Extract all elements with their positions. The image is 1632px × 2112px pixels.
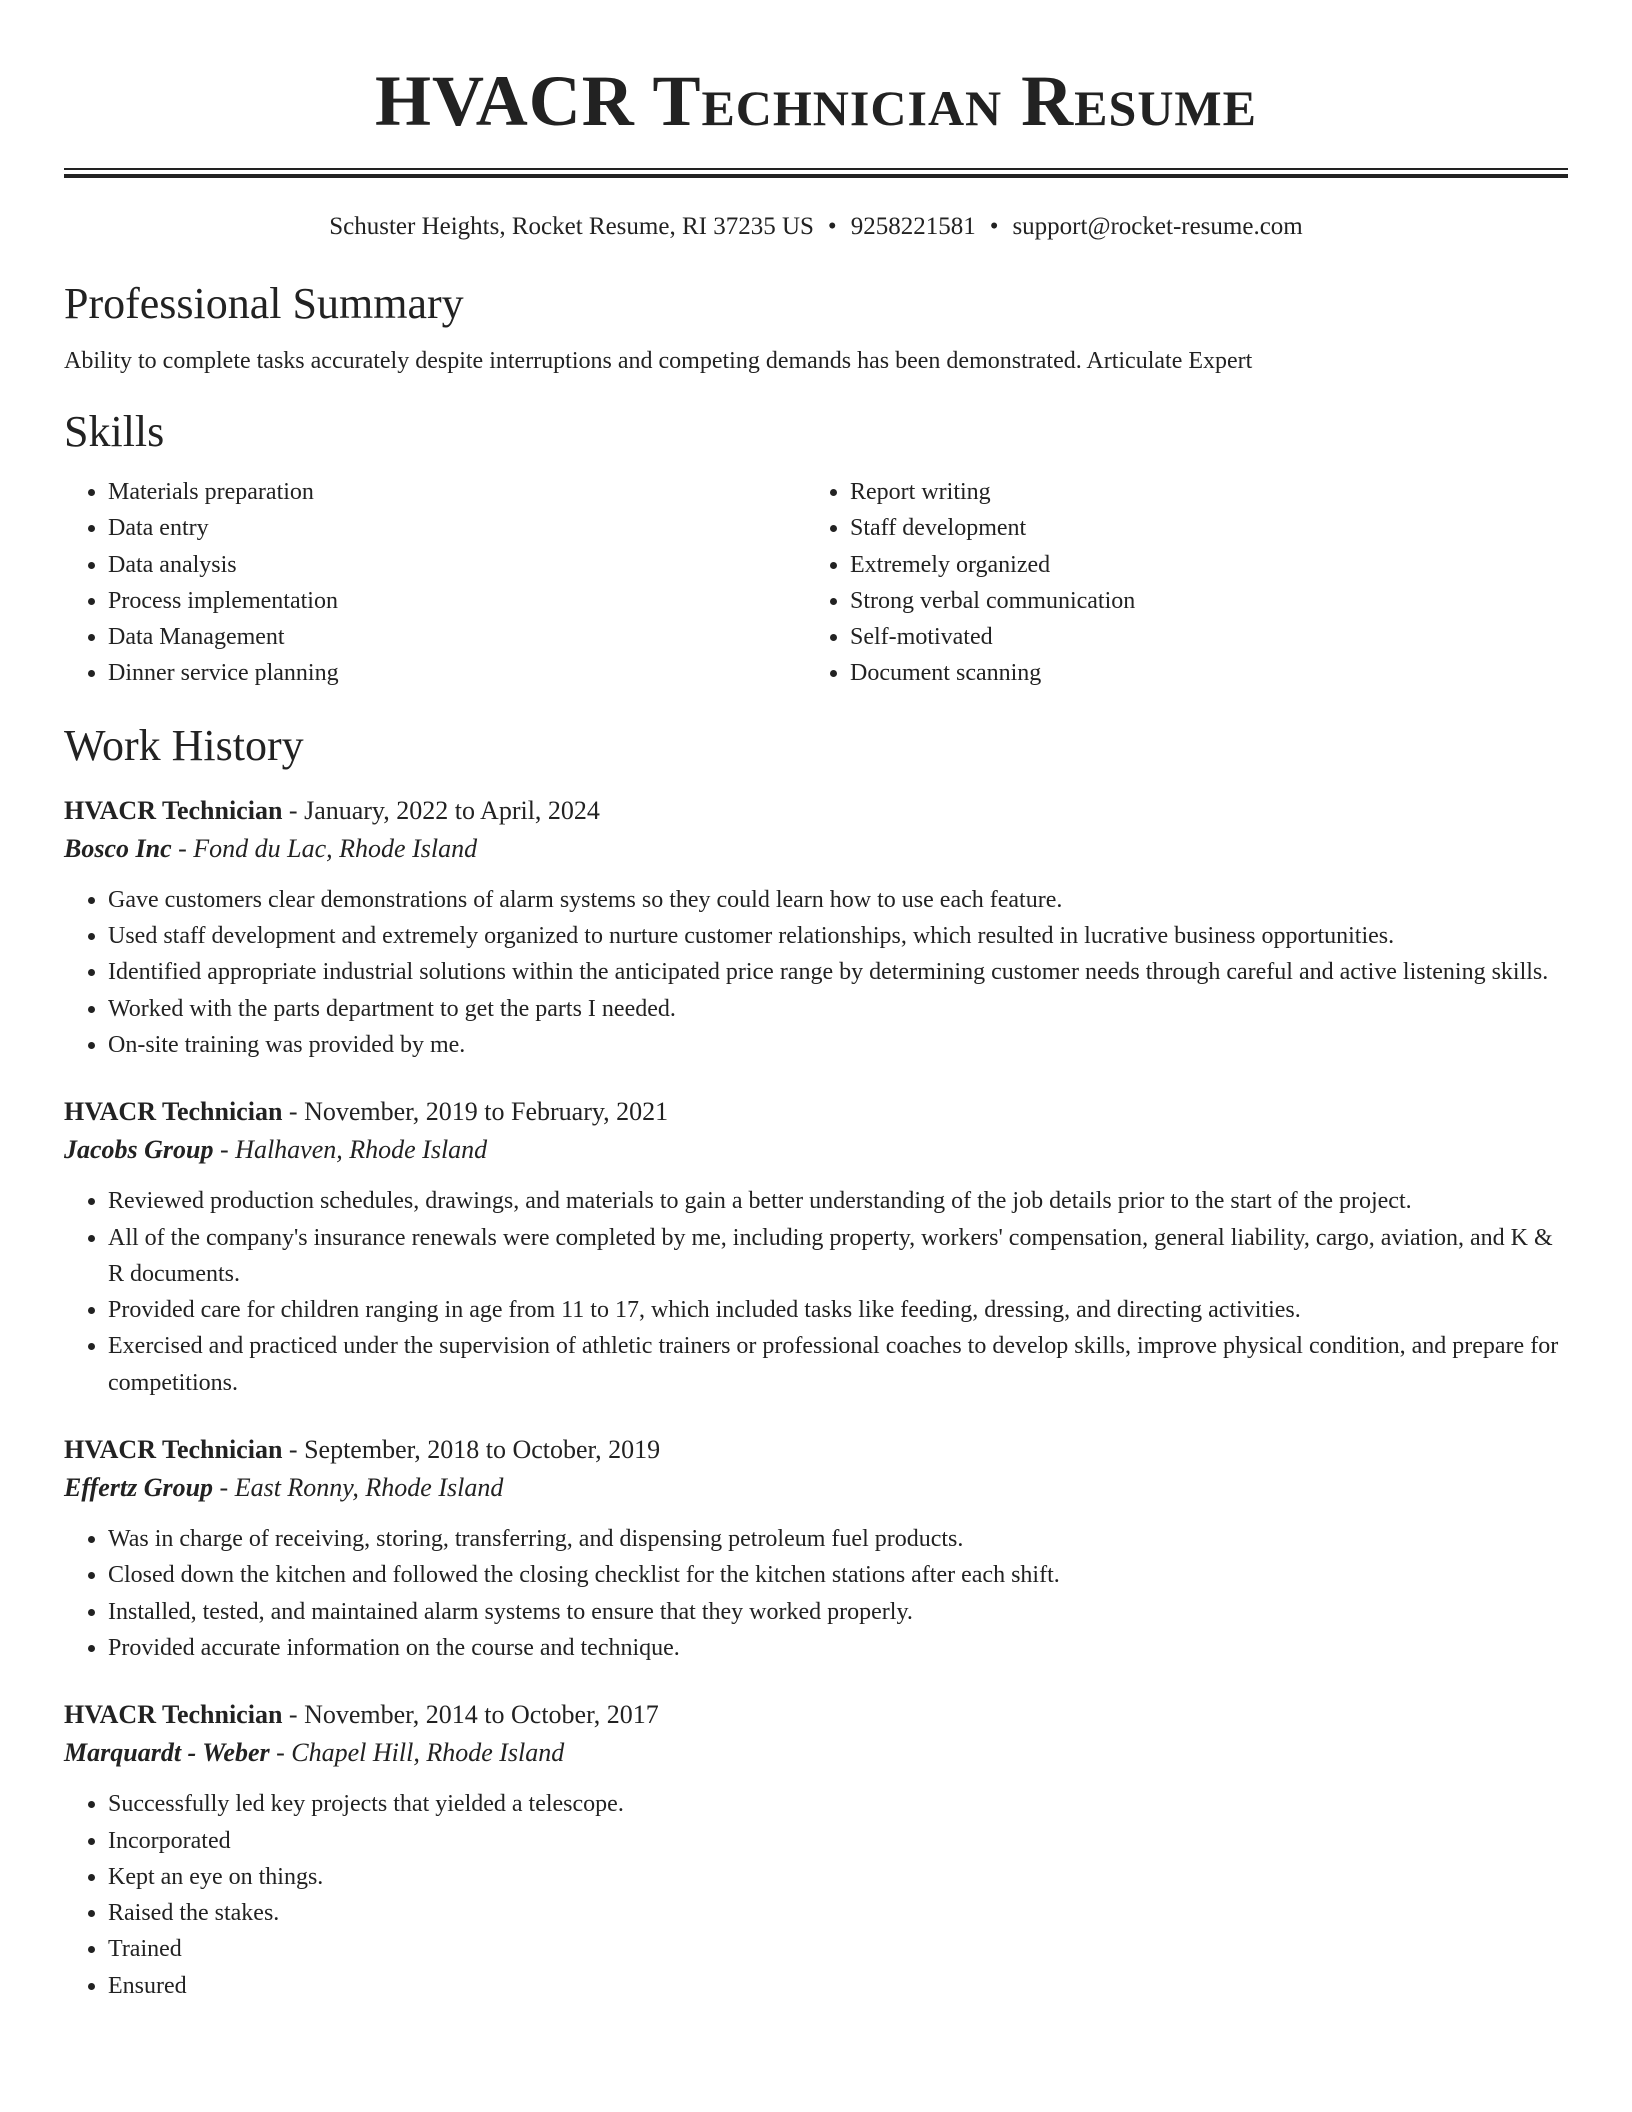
skill-item: • Strong verbal communication — [850, 583, 1548, 619]
skill-item: • Process implementation — [108, 583, 806, 619]
job-bullet: • Provided accurate information on the course and technique. — [108, 1630, 1568, 1666]
job-bullet: • Reviewed production schedules, drawings, and materials to gain a better understanding of the job details prior to the start of the project. — [108, 1183, 1568, 1219]
job-bullets — [64, 1183, 1568, 1401]
skill-item: • Data Management — [108, 619, 806, 655]
job-bullet: • Identified appropriate industrial solutions within the anticipated price range by determining customer needs through careful and active listening skills. — [108, 954, 1568, 990]
skills-grid — [64, 474, 1568, 692]
job-bullets — [64, 882, 1568, 1063]
job-bullet: • Closed down the kitchen and followed the closing checklist for the kitchen stations after each shift. — [108, 1557, 1568, 1593]
skill-item: • Self-motivated — [850, 619, 1548, 655]
job-dates: - January, 2022 to April, 2024 — [282, 795, 600, 825]
job-title: HVACR Technician — [64, 1700, 283, 1730]
job-title: HVACR Technician — [64, 1097, 283, 1127]
job-bullet: • Provided care for children ranging in age from 11 to 17, which included tasks like feeding, dressing, and directing activities. — [108, 1292, 1568, 1328]
job-company-line — [64, 1131, 1568, 1169]
job-title-line — [64, 792, 1568, 830]
job-bullets — [64, 1521, 1568, 1666]
skills-heading: Skills — [64, 407, 165, 456]
contact-email: support@rocket-resume.com — [1012, 213, 1303, 240]
skills-list-right — [806, 474, 1548, 692]
job-title-line — [64, 1093, 1568, 1131]
job-entry — [64, 792, 1568, 1063]
resume-title: HVACR Technician Resume — [375, 61, 1257, 141]
job-dates: - November, 2014 to October, 2017 — [282, 1700, 659, 1730]
summary-heading: Professional Summary — [64, 279, 464, 328]
job-bullets — [64, 1786, 1568, 2004]
job-bullet: • Gave customers clear demonstrations of alarm systems so they could learn how to use each feature. — [108, 882, 1568, 918]
skill-item: • Materials preparation — [108, 474, 806, 510]
skill-item: • Extremely organized — [850, 547, 1548, 583]
job-bullet: • All of the company's insurance renewals were completed by me, including property, workers' compensation, general liability, cargo, aviation, and K & R documents. — [108, 1220, 1568, 1293]
job-bullet: • Exercised and practiced under the supervision of athletic trainers or professional coaches to develop skills, improve physical condition, and prepare for competitions. — [108, 1328, 1568, 1401]
job-bullet: • Worked with the parts department to get the parts I needed. — [108, 991, 1568, 1027]
job-dates: - November, 2019 to February, 2021 — [282, 1097, 669, 1127]
contact-separator: • — [827, 213, 837, 240]
skill-item: • Document scanning — [850, 655, 1548, 691]
job-location: - Halhaven, Rhode Island — [213, 1135, 488, 1165]
summary-text: Ability to complete tasks accurately despite interruptions and competing demands has been demonstrated. Articulate Expert — [64, 348, 1253, 374]
job-bullet: • Ensured — [108, 1968, 1568, 2004]
job-company-line — [64, 1734, 1568, 1772]
job-dates: - September, 2018 to October, 2019 — [282, 1435, 661, 1465]
skill-item: • Report writing — [850, 474, 1548, 510]
job-bullet: • Installed, tested, and maintained alarm systems to ensure that they worked properly. — [108, 1594, 1568, 1630]
title-double-rule — [64, 168, 1568, 178]
job-bullet: • Incorporated — [108, 1823, 1568, 1859]
contact-line — [64, 212, 1568, 242]
job-entry — [64, 1431, 1568, 1666]
job-title: HVACR Technician — [64, 795, 283, 825]
skills-list-left — [64, 474, 806, 692]
work-history-heading: Work History — [64, 720, 304, 770]
job-bullet: • Used staff development and extremely organized to nurture customer relationships, which resulted in lucrative business opportunities. — [108, 918, 1568, 954]
job-location: - East Ronny, Rhode Island — [213, 1473, 504, 1503]
job-company: Marquardt - Weber — [64, 1738, 270, 1768]
job-bullet: • Trained — [108, 1931, 1568, 1967]
job-title-line — [64, 1431, 1568, 1469]
job-company-line — [64, 830, 1568, 868]
job-company: Effertz Group — [64, 1473, 214, 1503]
job-company: Jacobs Group — [64, 1135, 214, 1165]
contact-phone: 9258221581 — [850, 213, 976, 240]
job-bullet: • Was in charge of receiving, storing, transferring, and dispensing petroleum fuel products. — [108, 1521, 1568, 1557]
job-bullet: • Kept an eye on things. — [108, 1859, 1568, 1895]
job-entry — [64, 1093, 1568, 1401]
contact-separator: • — [989, 213, 999, 240]
job-title: HVACR Technician — [64, 1435, 283, 1465]
job-title-line — [64, 1696, 1568, 1734]
skill-item: • Staff development — [850, 510, 1548, 546]
job-location: - Fond du Lac, Rhode Island — [171, 833, 478, 863]
skill-item: • Data analysis — [108, 547, 806, 583]
job-bullet: • Raised the stakes. — [108, 1895, 1568, 1931]
job-bullet: • Successfully led key projects that yielded a telescope. — [108, 1786, 1568, 1822]
job-company-line — [64, 1469, 1568, 1507]
skill-item: • Dinner service planning — [108, 655, 806, 691]
job-location: - Chapel Hill, Rhode Island — [269, 1738, 565, 1768]
contact-address: Schuster Heights, Rocket Resume, RI 37235 US — [329, 213, 814, 240]
job-bullet: • On-site training was provided by me. — [108, 1027, 1568, 1063]
skill-item: • Data entry — [108, 510, 806, 546]
job-entry — [64, 1696, 1568, 2004]
job-company: Bosco Inc — [64, 833, 172, 863]
